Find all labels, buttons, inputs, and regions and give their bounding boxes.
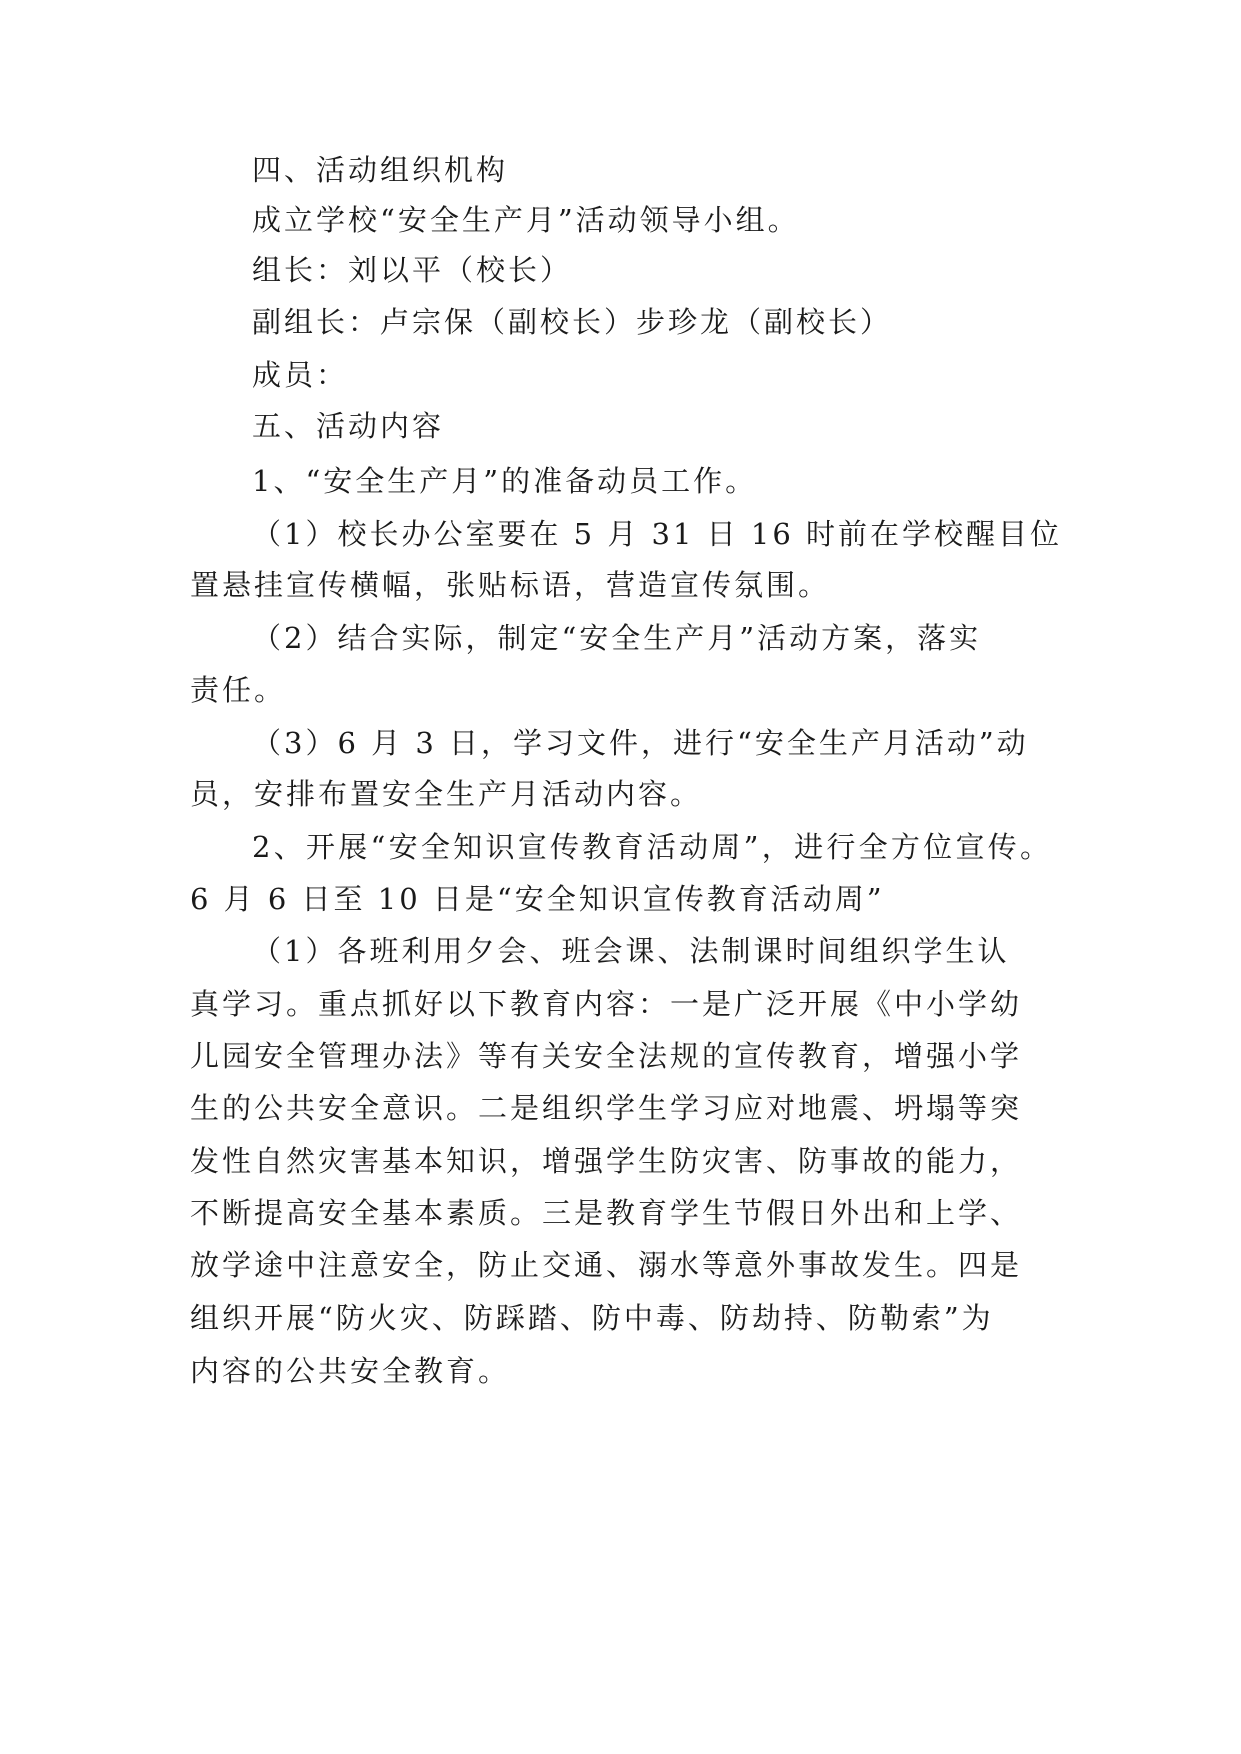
paragraph-line: （1）各班利用夕会、班会课、法制课时间组织学生认 xyxy=(252,934,1010,968)
paragraph-line: 成立学校“安全生产月”活动领导小组。 xyxy=(252,203,800,237)
paragraph-line: 组长：刘以平（校长） xyxy=(252,253,573,287)
paragraph-line: （2）结合实际，制定“安全生产月”活动方案，落实 xyxy=(252,621,982,655)
paragraph-line: 内容的公共安全教育。 xyxy=(190,1354,511,1388)
paragraph-line: 置悬挂宣传横幅，张贴标语，营造宣传氛围。 xyxy=(190,568,831,602)
paragraph-line: （3）6 月 3 日，学习文件，进行“安全生产月活动”动 xyxy=(252,726,1029,760)
paragraph-line: 生的公共安全意识。二是组织学生学习应对地震、坍塌等突 xyxy=(190,1091,1023,1125)
paragraph-line: 放学途中注意安全，防止交通、溺水等意外事故发生。四是 xyxy=(190,1248,1023,1282)
paragraph-line: 成员： xyxy=(252,358,349,392)
paragraph-line: 6 月 6 日至 10 日是“安全知识宣传教育活动周” xyxy=(190,882,885,916)
paragraph-line: 发性自然灾害基本知识，增强学生防灾害、防事故的能力， xyxy=(190,1144,1023,1178)
paragraph-line: 组织开展“防火灾、防踩踏、防中毒、防劫持、防勒索”为 xyxy=(190,1301,994,1335)
section-heading-content: 五、活动内容 xyxy=(252,409,445,443)
section-heading-organization: 四、活动组织机构 xyxy=(252,153,509,187)
paragraph-line: 员，安排布置安全生产月活动内容。 xyxy=(190,777,703,811)
paragraph-line: 儿园安全管理办法》等有关安全法规的宣传教育，增强小学 xyxy=(190,1039,1023,1073)
paragraph-line: 不断提高安全基本素质。三是教育学生节假日外出和上学、 xyxy=(190,1196,1023,1230)
paragraph-line: 真学习。重点抓好以下教育内容：一是广泛开展《中小学幼 xyxy=(190,987,1023,1021)
paragraph-line: 副组长：卢宗保（副校长）步珍龙（副校长） xyxy=(252,305,893,339)
paragraph-line: 责任。 xyxy=(190,673,287,707)
paragraph-line: 2、开展“安全知识宣传教育活动周”，进行全方位宣传。 xyxy=(252,830,1052,864)
paragraph-line: 1、“安全生产月”的准备动员工作。 xyxy=(252,464,758,498)
paragraph-line: （1）校长办公室要在 5 月 31 日 16 时前在学校醒目位 xyxy=(252,517,1063,551)
